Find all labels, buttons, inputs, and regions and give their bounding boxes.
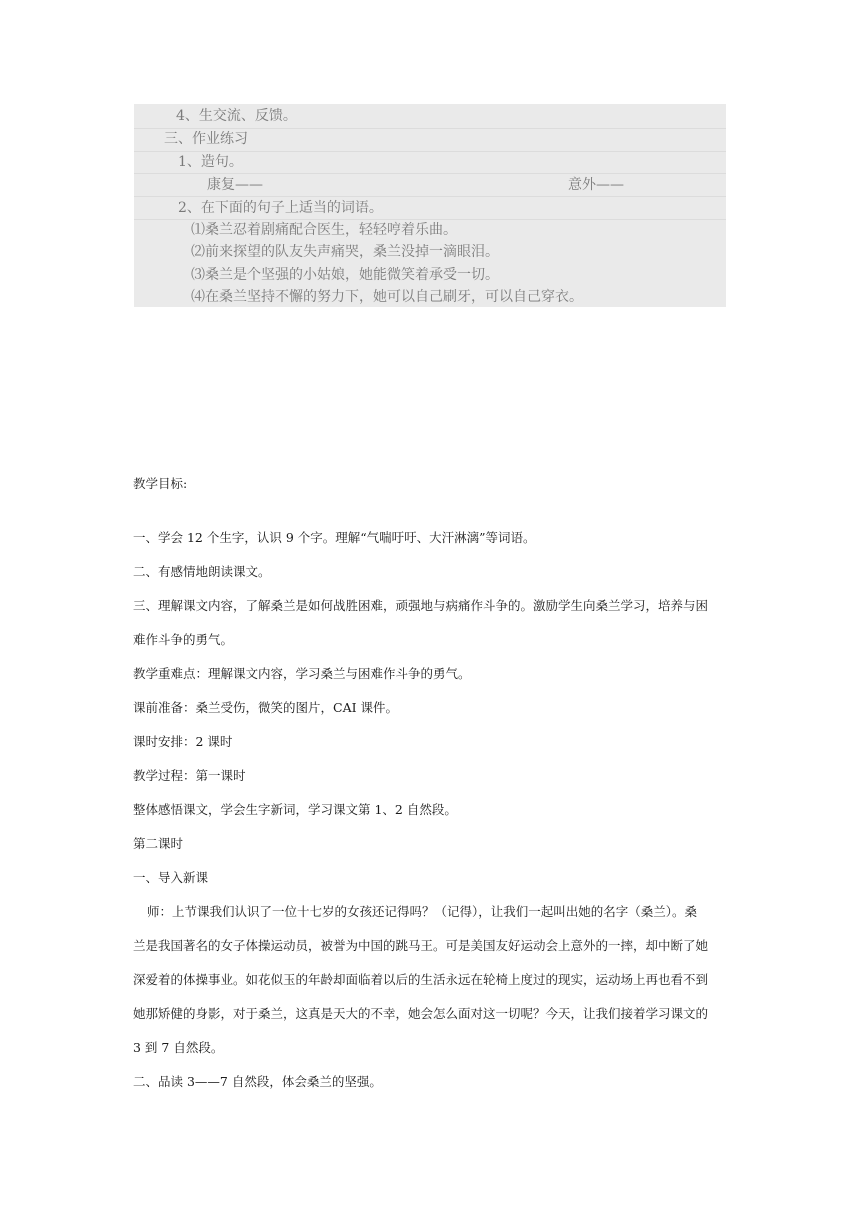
first-lesson-summary: 整体感悟课文，学会生字新词，学习课文第 1、2 自然段。 bbox=[133, 802, 457, 817]
sentence-3: ⑶桑兰是个坚强的小姑娘，她能微笑着承受一切。 bbox=[191, 267, 499, 283]
teaching-goals-heading: 教学目标: bbox=[133, 476, 188, 491]
intro-para-line-5: 3 到 7 自然段。 bbox=[133, 1040, 224, 1055]
section-3-heading: 三、作业练习 bbox=[164, 131, 248, 147]
process-first-lesson: 教学过程：第一课时 bbox=[133, 768, 246, 783]
word-kangfu: 康复—— bbox=[207, 177, 263, 193]
schedule: 课时安排：2 课时 bbox=[133, 734, 233, 749]
preparation: 课前准备：桑兰受伤，微笑的图片，CAI 课件。 bbox=[133, 700, 399, 715]
row-divider bbox=[134, 173, 726, 174]
sentence-2: ⑵前来探望的队友失声痛哭，桑兰没掉一滴眼泪。 bbox=[191, 244, 499, 260]
key-difficulty: 教学重难点：理解课文内容，学习桑兰与困难作斗争的勇气。 bbox=[133, 666, 471, 681]
word-yiwai: 意外—— bbox=[568, 177, 624, 193]
goal-3-line-1: 三、理解课文内容，了解桑兰是如何战胜困难，顽强地与病痛作斗争的。激励学生向桑兰学习，培养与困 bbox=[133, 598, 709, 613]
section-2-heading: 二、品读 3——7 自然段，体会桑兰的坚强。 bbox=[133, 1074, 382, 1089]
goal-3-line-2: 难作斗争的勇气。 bbox=[133, 632, 234, 647]
goal-2: 二、有感情地朗读课文。 bbox=[133, 564, 271, 579]
row-divider bbox=[134, 196, 726, 197]
sentence-1: ⑴桑兰忍着剧痛配合医生，轻轻哼着乐曲。 bbox=[191, 222, 457, 238]
sentence-4: ⑷在桑兰坚持不懈的努力下，她可以自己刷牙，可以自己穿衣。 bbox=[191, 289, 583, 305]
exercise-2-heading: 2、在下面的句子上适当的词语。 bbox=[178, 200, 383, 216]
second-lesson-heading: 第二课时 bbox=[133, 836, 184, 851]
intro-para-line-1: 师：上节课我们认识了一位十七岁的女孩还记得吗？（记得），让我们一起叫出她的名字（桑兰）。桑 bbox=[147, 904, 698, 919]
homework-excerpt-box bbox=[134, 104, 726, 307]
intro-para-line-4: 她那矫健的身影，对于桑兰，这真是天大的不幸，她会怎么面对这一切呢？今天，让我们接着学习课文的 bbox=[133, 1006, 709, 1021]
step-4-line: 4、生交流、反馈。 bbox=[176, 108, 297, 124]
intro-para-line-3: 深爱着的体操事业。如花似玉的年龄却面临着以后的生活永远在轮椅上度过的现实，运动场上再也看不到 bbox=[133, 972, 709, 987]
exercise-1-heading: 1、造句。 bbox=[178, 154, 243, 170]
intro-heading: 一、导入新课 bbox=[133, 870, 209, 885]
goal-1: 一、学会 12 个生字，认识 9 个字。理解“气喘吁吁、大汗淋漓”等词语。 bbox=[133, 530, 536, 545]
intro-para-line-2: 兰是我国著名的女子体操运动员，被誉为中国的跳马王。可是美国友好运动会上意外的一摔，却中断了她 bbox=[133, 938, 709, 953]
